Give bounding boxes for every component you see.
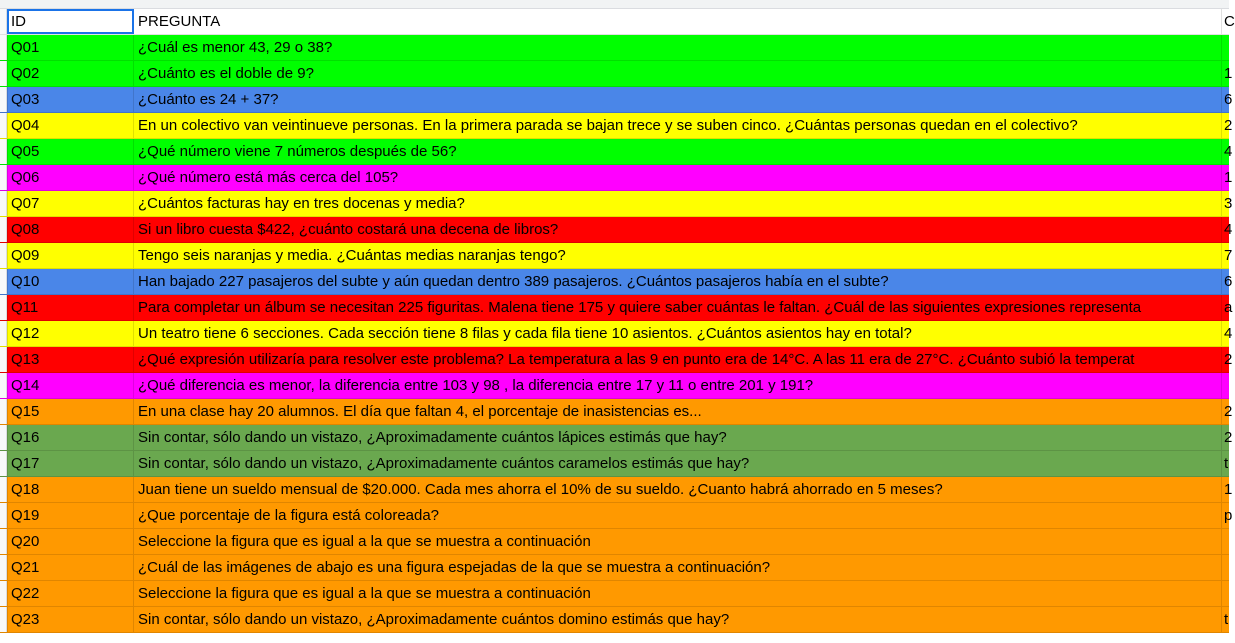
row-header[interactable] [0, 347, 7, 372]
table-row [0, 269, 1233, 295]
cell-col3[interactable]: 6 [1224, 91, 1233, 108]
cell-pregunta[interactable]: ¿Cuántos facturas hay en tres docenas y media? [134, 191, 1222, 216]
cell-col3[interactable]: 1 [1224, 169, 1233, 186]
cell-pregunta[interactable]: ¿Cuál de las imágenes de abajo es una figura espejadas de la que se muestra a continuación? [134, 555, 1222, 580]
cell-col3[interactable]: 7 [1224, 247, 1233, 264]
cell-pregunta[interactable]: Para completar un álbum se necesitan 225 figuritas. Malena tiene 175 y quiere saber cuántas le faltan. ¿Cuál de las siguientes expresiones representa [134, 295, 1222, 320]
cell-id[interactable]: Q14 [7, 373, 134, 398]
cell-id[interactable]: Q23 [7, 607, 134, 632]
table-row [0, 451, 1229, 477]
cell-pregunta[interactable]: ¿Cuánto es el doble de 9? [134, 61, 1222, 86]
row-header[interactable] [0, 425, 7, 450]
cell-id[interactable]: Q07 [7, 191, 134, 216]
table-row [0, 529, 1229, 555]
column-header-strip [0, 0, 1229, 9]
cell-id[interactable]: Q04 [7, 113, 134, 138]
row-header[interactable] [0, 295, 7, 320]
cell-col3[interactable] [1222, 373, 1229, 398]
cell-pregunta[interactable]: Seleccione la figura que es igual a la que se muestra a continuación [134, 581, 1222, 606]
cell-col3[interactable]: 2 [1224, 117, 1233, 134]
cell-col3[interactable]: 1 [1224, 481, 1233, 498]
row-header[interactable] [0, 87, 7, 112]
row-header[interactable] [0, 399, 7, 424]
table-row [0, 165, 1233, 191]
cell-pregunta[interactable]: Sin contar, sólo dando un vistazo, ¿Aproximadamente cuántos domino estimás que hay? [134, 607, 1222, 632]
row-header[interactable] [0, 269, 7, 294]
row-header[interactable] [0, 113, 7, 138]
table-row [0, 555, 1229, 581]
cell-id[interactable]: Q05 [7, 139, 134, 164]
row-header[interactable] [0, 165, 7, 190]
cell-pregunta[interactable]: ¿Cuánto es 24 + 37? [134, 87, 1222, 112]
cell-pregunta[interactable]: ¿Qué diferencia es menor, la diferencia entre 103 y 98 , la diferencia entre 17 y 11 o entre 201 y 191? [134, 373, 1222, 398]
table-row [0, 581, 1229, 607]
cell-id[interactable]: Q20 [7, 529, 134, 554]
cell-pregunta[interactable]: ¿Cuál es menor 43, 29 o 38? [134, 35, 1222, 60]
row-header[interactable] [0, 555, 7, 580]
cell-id[interactable]: Q18 [7, 477, 134, 502]
row-header[interactable] [0, 35, 7, 60]
table-row [0, 399, 1233, 425]
row-header[interactable] [0, 243, 7, 268]
cell-pregunta[interactable]: En una clase hay 20 alumnos. El día que faltan 4, el porcentaje de inasistencias es... [134, 399, 1222, 424]
table-row [0, 243, 1233, 269]
cell-col3[interactable] [1222, 555, 1229, 580]
table-row [0, 139, 1233, 165]
cell-id[interactable]: Q13 [7, 347, 134, 372]
row-header[interactable] [0, 321, 7, 346]
table-row [0, 373, 1229, 399]
row-header[interactable] [0, 61, 7, 86]
table-row [0, 321, 1233, 347]
header-row [0, 9, 1235, 35]
row-header[interactable] [0, 373, 7, 398]
cell-id[interactable]: Q10 [7, 269, 134, 294]
cell-id[interactable]: Q06 [7, 165, 134, 190]
table-row [0, 87, 1233, 113]
table-row [0, 113, 1233, 139]
cell-col3[interactable]: 4 [1224, 221, 1233, 238]
cell-pregunta[interactable]: ¿Qué número viene 7 números después de 56? [134, 139, 1222, 164]
cell-col3[interactable]: p [1224, 507, 1233, 524]
cell-col3[interactable]: 3 [1224, 195, 1233, 212]
header-cell-id[interactable]: ID [7, 9, 134, 34]
table-row [0, 607, 1229, 633]
table-row [0, 295, 1233, 321]
cell-id[interactable]: Q02 [7, 61, 134, 86]
cell-id[interactable]: Q15 [7, 399, 134, 424]
sheet-grid [0, 9, 1235, 633]
cell-pregunta[interactable]: Sin contar, sólo dando un vistazo, ¿Aproximadamente cuántos caramelos estimás que hay? [134, 451, 1222, 476]
cell-id[interactable]: Q09 [7, 243, 134, 268]
table-row [0, 347, 1233, 373]
cell-col3[interactable]: 2 [1224, 429, 1233, 446]
cell-col3[interactable]: t [1224, 455, 1229, 472]
cell-id[interactable]: Q12 [7, 321, 134, 346]
cell-pregunta[interactable]: Tengo seis naranjas y media. ¿Cuántas medias naranjas tengo? [134, 243, 1222, 268]
cell-pregunta[interactable]: Sin contar, sólo dando un vistazo, ¿Aproximadamente cuántos lápices estimás que hay? [134, 425, 1222, 450]
table-row [0, 191, 1233, 217]
row-header[interactable] [0, 477, 7, 502]
cell-col3[interactable]: 4 [1224, 325, 1233, 342]
cell-id[interactable]: Q11 [7, 295, 134, 320]
cell-col3[interactable]: a [1224, 299, 1233, 316]
row-header[interactable] [0, 607, 7, 632]
cell-pregunta[interactable]: Han bajado 227 pasajeros del subte y aún quedan dentro 389 pasajeros. ¿Cuántos pasajeros había en el subte? [134, 269, 1222, 294]
cell-col3[interactable] [1222, 581, 1229, 606]
cell-col3[interactable]: 2 [1224, 351, 1233, 368]
cell-col3[interactable]: 4 [1224, 143, 1233, 160]
table-row [0, 61, 1233, 87]
table-row [0, 477, 1233, 503]
row-header[interactable] [0, 451, 7, 476]
row-header[interactable] [0, 529, 7, 554]
cell-pregunta[interactable]: Un teatro tiene 6 secciones. Cada sección tiene 8 filas y cada fila tiene 10 asientos. ¿Cuántos asientos hay en total? [134, 321, 1222, 346]
row-header[interactable] [0, 139, 7, 164]
cell-id[interactable]: Q08 [7, 217, 134, 242]
table-row [0, 503, 1233, 529]
cell-col3[interactable]: t [1224, 611, 1229, 628]
cell-col3[interactable]: 1 [1224, 65, 1233, 82]
cell-col3[interactable]: 2 [1224, 403, 1233, 420]
row-header[interactable] [0, 217, 7, 242]
row-header[interactable] [0, 581, 7, 606]
cell-id[interactable]: Q16 [7, 425, 134, 450]
row-header[interactable] [0, 9, 7, 34]
cell-pregunta[interactable]: En un colectivo van veintinueve personas. En la primera parada se bajan trece y se suben cinco. ¿Cuántas personas quedan en el colectivo? [134, 113, 1222, 138]
header-cell-col3[interactable]: C [1224, 13, 1235, 30]
row-header[interactable] [0, 191, 7, 216]
cell-col3[interactable] [1222, 529, 1229, 554]
row-header[interactable] [0, 503, 7, 528]
table-row [0, 35, 1229, 61]
cell-id[interactable]: Q03 [7, 87, 134, 112]
cell-pregunta[interactable]: ¿Qué número está más cerca del 105? [134, 165, 1222, 190]
table-row [0, 217, 1233, 243]
cell-pregunta[interactable]: Seleccione la figura que es igual a la que se muestra a continuación [134, 529, 1222, 554]
cell-pregunta[interactable]: ¿Que porcentaje de la figura está coloreada? [134, 503, 1222, 528]
cell-id[interactable]: Q17 [7, 451, 134, 476]
cell-col3[interactable]: 6 [1224, 273, 1233, 290]
cell-id[interactable]: Q01 [7, 35, 134, 60]
header-cell-pregunta[interactable]: PREGUNTA [134, 9, 1222, 34]
cell-col3[interactable] [1222, 35, 1229, 60]
table-row [0, 425, 1233, 451]
cell-id[interactable]: Q22 [7, 581, 134, 606]
cell-pregunta[interactable]: Si un libro cuesta $422, ¿cuánto costará una decena de libros? [134, 217, 1222, 242]
cell-pregunta[interactable]: Juan tiene un sueldo mensual de $20.000. Cada mes ahorra el 10% de su sueldo. ¿Cuanto habrá ahorrado en 5 meses? [134, 477, 1222, 502]
cell-pregunta[interactable]: ¿Qué expresión utilizaría para resolver este problema? La temperatura a las 9 en punto era de 14°C. A las 11 era de 27°C. ¿Cuánto subió la temperat [134, 347, 1222, 372]
cell-id[interactable]: Q21 [7, 555, 134, 580]
cell-id[interactable]: Q19 [7, 503, 134, 528]
